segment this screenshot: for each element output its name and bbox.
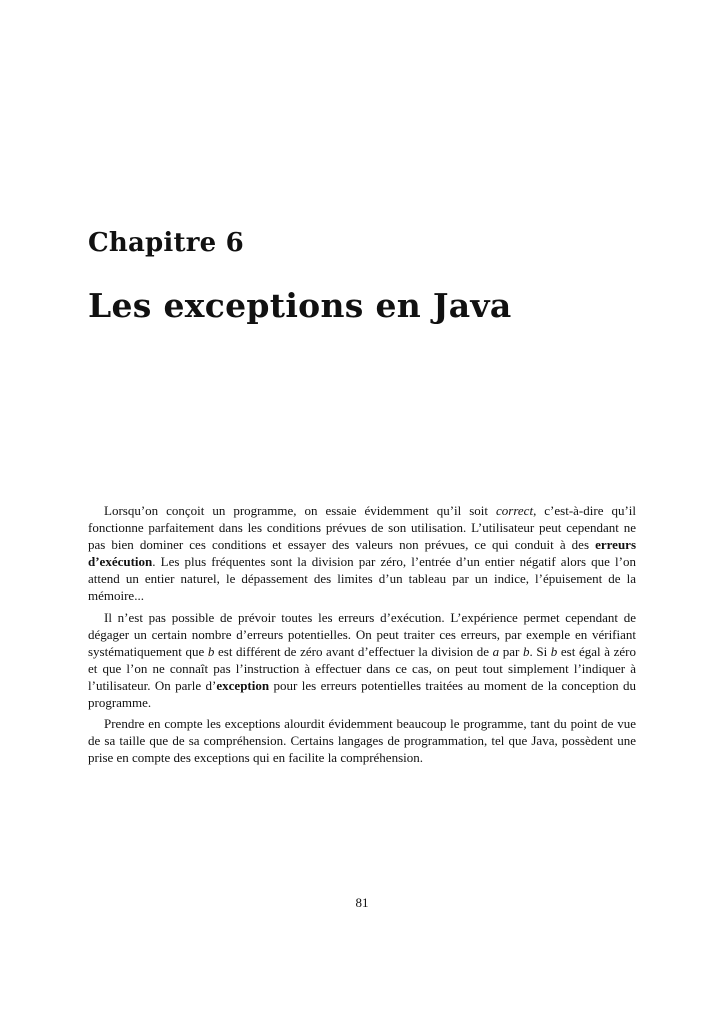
paragraph — [88, 715, 636, 766]
emphasis-text: b — [550, 643, 558, 659]
strong-text: exception — [216, 677, 270, 693]
text-run: Lorsqu’on conçoit un programme, on essaie évidemment qu’il soit — [104, 503, 496, 518]
text-run: par — [499, 643, 523, 659]
chapter-title: Les exceptions en Java — [88, 286, 512, 325]
emphasis-text: b — [522, 643, 530, 659]
paragraph — [88, 502, 636, 605]
text-run: pour les erreurs potentielles traitées au moment de la conception du programme. — [88, 677, 636, 711]
text-run: est égal à zéro et que l’on ne connaît pas l’instruction à effectuer dans ce cas, on peut tout simplement l’indiquer à l’utilisateur. On parle d’ — [88, 643, 636, 693]
page-number: 81 — [355, 895, 369, 910]
text-run: , c’est-à-dire qu’il fonctionne parfaitement dans les conditions prévues de son utilisation. L’utilisateur peut cependant ne pas bien dominer ces conditions et essayer des valeurs non prévues, ce qui conduit à des — [88, 503, 636, 553]
strong-text: erreurs d’exécution — [88, 537, 636, 570]
emphasis-text: b — [207, 643, 215, 659]
text-run: . Les plus fréquentes sont la division par zéro, l’entrée d’un entier négatif alors que l’on attend un entier naturel, le dépassement des limites d’un tableau par un indice, l’épuisement de la mémoire... — [88, 554, 636, 604]
text-run: Il n’est pas possible de prévoir toutes les erreurs d’exécution. L’expérience permet cependant de dégager un certain nombre d’erreurs potentielles. On peut traiter ces erreurs, par exemple en vérifiant systématiquement que — [88, 609, 636, 659]
text-run: est différent de zéro avant d’effectuer la division de — [214, 643, 493, 659]
text-run: Prendre en compte les exceptions alourdit évidemment beaucoup le programme, tant du point de vue de sa taille que de sa compréhension. Certains langages de programmation, tel que Java, possèdent une prise en compte des exceptions qui en facilite la compréhension. — [88, 716, 636, 766]
paragraph — [88, 609, 636, 712]
text-run: . Si — [529, 643, 551, 659]
emphasis-text: correct — [496, 503, 534, 518]
chapter-label: Chapitre 6 — [88, 228, 244, 258]
body-text — [88, 502, 636, 766]
emphasis-text: a — [492, 643, 500, 659]
